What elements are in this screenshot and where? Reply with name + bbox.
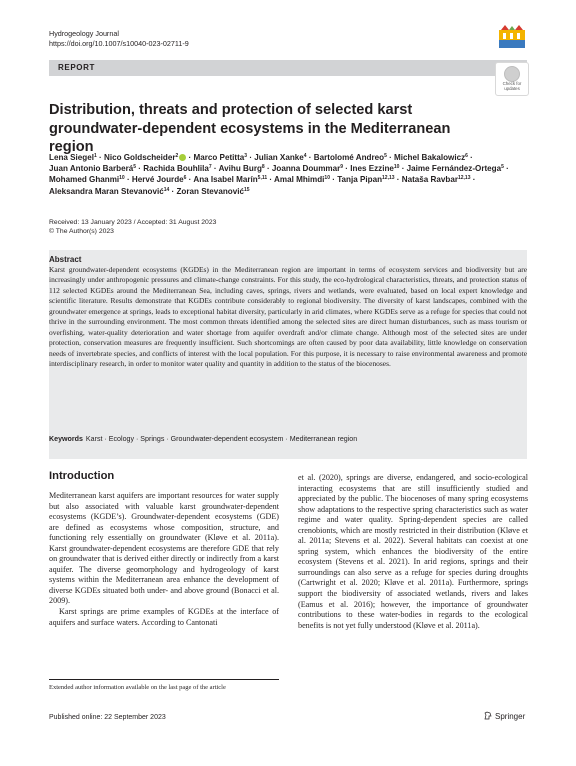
author[interactable] <box>254 153 306 162</box>
author[interactable] <box>143 164 211 173</box>
author[interactable] <box>394 153 468 162</box>
author-affiliation: 10 <box>119 175 125 182</box>
author-affiliation: 2 <box>175 153 179 159</box>
author-affiliation: 12,13 <box>382 175 395 182</box>
author-name: Julian Xanke <box>254 153 304 162</box>
journal-name: Hydrogeology Journal <box>49 29 119 38</box>
author[interactable] <box>337 175 394 184</box>
publisher-name: Springer <box>495 712 526 721</box>
orcid-icon[interactable] <box>179 154 186 161</box>
introduction-left-column <box>49 491 279 628</box>
author-name: Mohamed Ghanmi <box>49 175 120 185</box>
journal-header <box>49 29 189 49</box>
author-affiliation: 6 <box>465 153 468 159</box>
author-affiliation: 5,11 <box>257 175 268 182</box>
section-label: REPORT <box>58 63 95 72</box>
author[interactable] <box>49 153 97 162</box>
author-name: Joanna Doummar <box>271 164 341 174</box>
author-name: Ines Ezzine <box>350 164 394 174</box>
author-list: Lena Siegel$^1$ · Nico Goldscheider$^2$ · Marco Petitta$^3$ · Julian Xanke$^4$ · Bartolomé Andreo$^5$ · Michel Bakalowicz$^6$ · Juan Antonio Barberá$^5$ · Rachida Bouhlila$^7$ · Avihu Burg$^8$ · Joanna Doummar$^9$ · Ines Ezzine$^{10}$ · Jaime Fernández-Ortega$^5$ · Mohamed Ghanmi$^{10}$ · Hervé Jourde$^6$ · Ana Isabel Marín$^{5,11}$ · Amal Mhimdi$^{10}$ · Tanja Pipan$^{12,13}$ · Nataša Ravbar$^{12,13}$ · Aleksandra Maran Stevanović$^{14}$ · Zoran Stevanović$^{15}$ <box>49 153 509 196</box>
paragraph: Mediterranean karst aquifers are important resources for water supply but also associated with valuable karst groundwater-dependent ecosystems (KGDE’s). Groundwater-dependent ecosystems (GDE) are defined as ecosystems whose composition, structure, and functioning rely essentially on groundwater (Kløve et al. 2011a). Karst groundwater-dependent ecosystems are therefore GDE that rely on groundwater that is derived either directly or indirectly from a karst aquifer. The diverse geomorphology and hydrogeology of karst systems within the Mediterranean area enhance the development of diverse KGDEs situated both under- and above ground (Bonacci et al. 2009). <box>49 491 279 606</box>
author[interactable] <box>193 175 267 184</box>
author-name: Hervé Jourde <box>131 175 184 185</box>
author[interactable] <box>219 164 265 173</box>
abstract-heading: Abstract <box>49 255 82 264</box>
footnote-divider <box>49 679 279 680</box>
footnote: Extended author information available on the last page of the article <box>49 684 226 691</box>
article-dates <box>49 218 216 236</box>
author-name: Michel Bakalowicz <box>394 153 466 162</box>
author-affiliation: 9 <box>340 164 344 171</box>
author-name: Rachida Bouhlila <box>143 164 209 174</box>
check-updates-label: Check for updates <box>502 81 522 91</box>
author[interactable] <box>176 187 249 196</box>
article-title: Distribution, threats and protection of selected karst groundwater-dependent ecosystems in the Mediterranean region <box>49 102 451 155</box>
published-date: Published online: 22 September 2023 <box>49 714 166 721</box>
author[interactable] <box>272 164 343 173</box>
abstract-text: Karst groundwater-dependent ecosystems (KGDEs) in the Mediterranean region are important in terms of ecosystem services and biodiversity but are increasingly under anthropogenic pressures and climate-change constraints. For this study, the eco-hydrological characteristics, threats, and protection status of 112 selected KGDEs around the Mediterranean Sea, including caves, springs, rivers and wetlands, were evaluated, based on local expert knowledge and scientific literature. Results demonstrate that KGDEs contribute considerably to regional biodiversity. The diversity of karst landscapes, combined with the groundwater emergence at springs, leads to exceptional habitat diversity, particularly in arid climates, where KGDEs serve as a refuge for species that could not thrive in the surrounding environment. The most common threats identified among the selected sites are direct human disturbances, such as mass tourism or overfishing, water-quality deterioration and water shortage from aquifer overdraft and/or climate change. Although most of the selected sites are under protection, conservation measures are frequently insufficient. Such shortcomings are often caused by poor data availability, little knowledge on conservation needs of invertebrate species, and conflicts of interest with the local population. For this purpose, it is necessary to raise environmental awareness and promote interdisciplinary research, in order to monitor water quality and quantity in addition to the status of the biocenoses. <box>49 265 527 369</box>
author[interactable] <box>49 164 136 173</box>
section-banner <box>49 60 527 76</box>
author[interactable] <box>314 153 387 162</box>
author[interactable] <box>193 153 247 162</box>
author-affiliation: 5 <box>133 164 137 171</box>
author-affiliation: 5 <box>384 153 387 159</box>
author[interactable] <box>104 153 186 162</box>
author-name: Tanja Pipan <box>337 175 383 185</box>
update-badge-icon <box>504 66 520 82</box>
author-affiliation: 5 <box>501 164 504 171</box>
author-affiliation: 10 <box>324 175 330 182</box>
author-affiliation: 7 <box>208 164 212 171</box>
author-name: Jaime Fernández-Ortega <box>406 164 502 174</box>
doi-link[interactable]: https://doi.org/10.1007/s10040-023-02711-9 <box>49 39 189 48</box>
author[interactable] <box>49 175 125 184</box>
introduction-heading: Introduction <box>49 470 115 482</box>
author[interactable] <box>274 175 330 184</box>
paragraph: Karst springs are prime examples of KGDEs at the interface of aquifers and surface waters. According to Cantonati <box>49 607 279 627</box>
author[interactable] <box>350 164 399 173</box>
author[interactable] <box>402 175 471 184</box>
author-affiliation: 1 <box>93 153 97 159</box>
author-affiliation: 15 <box>243 186 250 193</box>
author[interactable] <box>132 175 187 184</box>
author-name: Zoran Stevanović <box>176 186 244 196</box>
author-affiliation: 4 <box>303 153 307 159</box>
publisher-mark <box>484 711 525 721</box>
author-affiliation: 8 <box>261 164 265 171</box>
copyright: © The Author(s) 2023 <box>49 228 114 235</box>
check-for-updates-button[interactable] <box>495 62 529 96</box>
author-name: Juan Antonio Barberá <box>49 164 134 174</box>
author-name: Ana Isabel Marín <box>193 175 258 185</box>
introduction-right-column <box>298 473 528 631</box>
author-affiliation: 3 <box>244 153 248 159</box>
author-name: Nico Goldscheider <box>103 153 176 162</box>
author[interactable] <box>49 187 169 196</box>
author-affiliation: 6 <box>183 175 187 182</box>
author-name: Amal Mhimdi <box>274 175 325 185</box>
paragraph: et al. (2020), springs are diverse, endangered, and socio-ecological interacting ecosystems that are still insufficiently studied and appreciated by the public. The biocenoses of many spring ecosystems show adaptations to the respective spring characteristics such as water regime and water quality. Spring-dependent species are called crenobionts, which are mostly restricted in their distribution (Kløve et al. 2011a; Stevens et al. 2022). Several habitats can coexist at one spring system, which enhances the biodiversity of the entire ecosystem (Stevens et al. 2021). In arid regions, springs and their surroundings can also serve as a refuge for species during droughts (Cartwright et al. 2020; Kløve et al. 2011a). Furthermore, springs support the biodiversity of associated wetlands, rivers and lakes (Eamus et al. 2016); however, the importance of groundwater contributions to these water-bodies in regards to the ecological benefits is not yet fully understood (Kløve et al. 2011a). <box>298 473 528 630</box>
author[interactable] <box>407 164 504 173</box>
author-affiliation: 14 <box>163 186 170 193</box>
author-affiliation: 10 <box>393 164 400 171</box>
author-name: Bartolomé Andreo <box>313 153 385 162</box>
received-accepted: Received: 13 January 2023 / Accepted: 31 August 2023 <box>49 219 217 226</box>
author-affiliation: 12,13 <box>457 175 471 182</box>
author-name: Nataša Ravbar <box>401 175 458 185</box>
author-name: Aleksandra Maran Stevanović <box>49 186 164 196</box>
author-name: Avihu Burg <box>218 164 262 174</box>
springer-horse-icon <box>484 711 492 720</box>
author-name: Lena Siegel <box>49 153 94 162</box>
keywords <box>49 435 527 444</box>
journal-logo-icon <box>497 24 527 50</box>
author-name: Marco Petitta <box>193 153 245 162</box>
keywords-list: Karst · Ecology · Springs · Groundwater-dependent ecosystem · Mediterranean region <box>85 435 358 443</box>
keywords-label: Keywords <box>49 435 83 443</box>
